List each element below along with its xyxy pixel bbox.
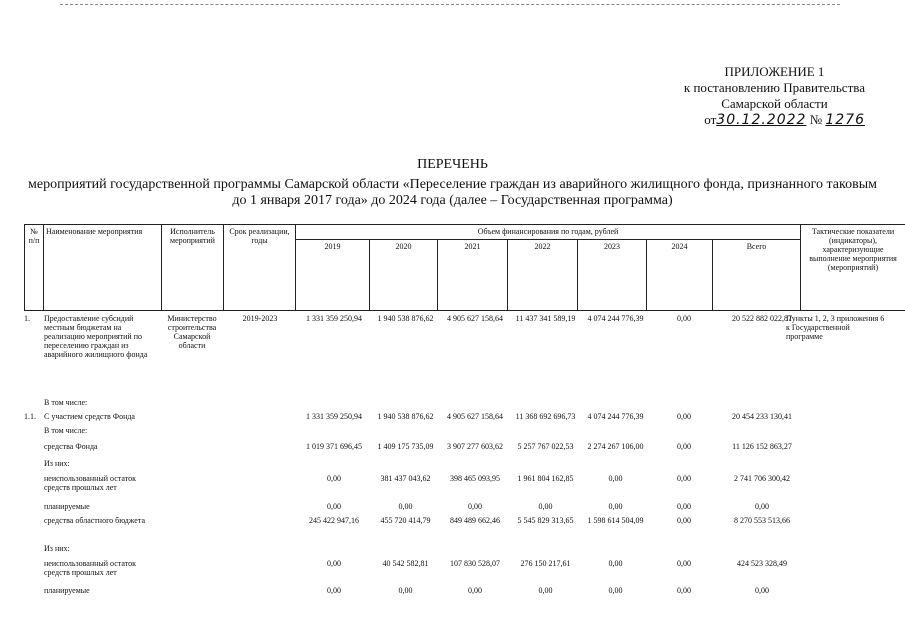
order-prefix: от bbox=[704, 112, 717, 127]
row-value-2020: 1 409 175 735,09 bbox=[377, 442, 434, 451]
header-total: Всего bbox=[713, 240, 801, 311]
row-name: Из них: bbox=[44, 544, 70, 553]
row-value-2024: 0,00 bbox=[677, 474, 691, 483]
header-period: Срок реализации, годы bbox=[224, 225, 296, 311]
row-value-total: 0,00 bbox=[755, 502, 769, 511]
row-value-2020: 455 720 414,79 bbox=[380, 516, 431, 525]
row-value-2022: 5 545 829 313,65 bbox=[517, 516, 574, 525]
row-value-2024: 0,00 bbox=[677, 502, 691, 511]
row-name: средства Фонда bbox=[44, 442, 98, 451]
row-value-2023: 0,00 bbox=[608, 502, 623, 511]
row-value-2023: 2 274 267 106,00 bbox=[587, 442, 644, 451]
row-value-2024: 0,00 bbox=[677, 314, 691, 323]
row-name: неиспользованный остаток средств прошлых лет bbox=[44, 474, 136, 492]
document-subtitle-line-1: мероприятий государственной программы Самарской области «Переселение граждан из аварийного жилищного фонда, признанного таковым bbox=[28, 177, 877, 192]
row-value-2020: 1 940 538 876,62 bbox=[377, 412, 434, 421]
appendix-line-2: к постановлению Правительства bbox=[683, 80, 865, 95]
row-value-2020: 381 437 043,62 bbox=[380, 474, 431, 483]
row-value-2022: 5 257 767 022,53 bbox=[517, 442, 574, 451]
row-name: Предоставление субсидий местным бюджетам на реализацию мероприятий по переселению граждан из аварийного жилищного фонда bbox=[44, 314, 148, 359]
row-value-2022: 0,00 bbox=[538, 502, 553, 511]
row-value-total: 424 523 328,49 bbox=[737, 559, 787, 568]
row-value-2023: 0,00 bbox=[608, 586, 623, 595]
document-subtitle-line-2: до 1 января 2017 года» до 2024 года (далее – Государственная программа) bbox=[232, 193, 673, 208]
order-line bbox=[684, 112, 865, 128]
row-value-2024: 0,00 bbox=[677, 586, 691, 595]
row-name: средства областного бюджета bbox=[44, 516, 145, 525]
row-value-2020: 0,00 bbox=[398, 586, 413, 595]
row-value-2019: 0,00 bbox=[327, 559, 341, 568]
row-value-2023: 0,00 bbox=[608, 559, 623, 568]
row-value-2023: 4 074 244 776,39 bbox=[587, 412, 644, 421]
row-value-2024: 0,00 bbox=[677, 412, 691, 421]
row-value-2024: 0,00 bbox=[677, 442, 691, 451]
header-name: Наименование мероприятия bbox=[44, 225, 162, 311]
row-executor: Министерство строительства Самарской области bbox=[167, 314, 217, 350]
row-value-2022: 11 368 692 696,73 bbox=[515, 412, 576, 421]
row-name: В том числе: bbox=[44, 398, 88, 407]
row-value-2019: 0,00 bbox=[327, 474, 341, 483]
order-date: 30.12.2022 bbox=[716, 112, 807, 128]
row-value-total: 2 741 706 300,42 bbox=[734, 474, 790, 483]
appendix-header bbox=[684, 64, 865, 128]
row-value-2022: 11 437 341 589,19 bbox=[515, 314, 576, 323]
row-value-2021: 0,00 bbox=[468, 502, 482, 511]
row-value-2024: 0,00 bbox=[677, 559, 691, 568]
header-funding: Объем финансирования по годам, рублей bbox=[296, 225, 801, 240]
row-value-total: 11 126 152 863,27 bbox=[732, 442, 792, 451]
header-num: № п/п bbox=[25, 225, 44, 311]
row-name: В том числе: bbox=[44, 426, 88, 435]
order-no-label: № bbox=[809, 112, 823, 127]
appendix-line-3: Самарской области bbox=[721, 96, 828, 111]
header-year-2021: 2021 bbox=[438, 240, 508, 311]
row-number: 1.1. bbox=[24, 412, 36, 421]
row-value-total: 0,00 bbox=[755, 586, 769, 595]
scan-artifact-top bbox=[60, 4, 840, 5]
row-value-2021: 0,00 bbox=[468, 586, 482, 595]
header-executor: Исполнитель мероприятий bbox=[162, 225, 224, 311]
header-year-2023: 2023 bbox=[578, 240, 647, 311]
row-value-2023: 4 074 244 776,39 bbox=[587, 314, 644, 323]
row-number: 1. bbox=[24, 314, 30, 323]
row-indicators: Пункты 1, 2, 3 приложения 6 к Государственной программе bbox=[786, 314, 885, 341]
row-value-2019: 1 019 371 696,45 bbox=[306, 442, 362, 451]
row-value-2019: 0,00 bbox=[327, 502, 341, 511]
row-value-2021: 849 489 662,46 bbox=[450, 516, 500, 525]
row-value-2019: 0,00 bbox=[327, 586, 341, 595]
row-name: планируемые bbox=[44, 586, 90, 595]
row-value-2022: 276 150 217,61 bbox=[520, 559, 571, 568]
row-name: С участием средств Фонда bbox=[44, 412, 135, 421]
measures-table bbox=[24, 224, 905, 311]
row-value-2023: 1 598 614 504,09 bbox=[587, 516, 644, 525]
row-value-2021: 4 905 627 158,64 bbox=[447, 412, 503, 421]
appendix-title: ПРИЛОЖЕНИЕ 1 bbox=[724, 64, 825, 79]
header-year-2024: 2024 bbox=[647, 240, 713, 311]
row-name: Из них: bbox=[44, 459, 70, 468]
row-value-2022: 1 961 804 162,85 bbox=[517, 474, 574, 483]
row-value-total: 8 270 553 513,66 bbox=[734, 516, 790, 525]
header-year-2022: 2022 bbox=[508, 240, 578, 311]
row-value-2024: 0,00 bbox=[677, 516, 691, 525]
document-title: ПЕРЕЧЕНЬ bbox=[417, 157, 488, 172]
header-year-2020: 2020 bbox=[370, 240, 438, 311]
header-indicators: Тактические показатели (индикаторы), характеризующие выполнение мероприятия (мероприятий) bbox=[801, 225, 905, 311]
row-value-2021: 398 465 093,95 bbox=[450, 474, 500, 483]
row-value-2023: 0,00 bbox=[608, 474, 623, 483]
row-value-2021: 107 830 528,07 bbox=[450, 559, 500, 568]
row-name: планируемые bbox=[44, 502, 90, 511]
row-name: неиспользованный остаток средств прошлых лет bbox=[44, 559, 136, 577]
row-period: 2019-2023 bbox=[242, 314, 278, 323]
row-value-2021: 4 905 627 158,64 bbox=[447, 314, 503, 323]
row-value-2020: 0,00 bbox=[398, 502, 413, 511]
row-value-2022: 0,00 bbox=[538, 586, 553, 595]
row-value-2019: 1 331 359 250,94 bbox=[306, 314, 362, 323]
row-value-2021: 3 907 277 603,62 bbox=[447, 442, 503, 451]
order-number: 1276 bbox=[825, 112, 865, 128]
header-year-2019: 2019 bbox=[296, 240, 370, 311]
row-value-2019: 245 422 947,16 bbox=[309, 516, 359, 525]
row-value-total: 20 454 233 130,41 bbox=[732, 412, 792, 421]
row-value-2020: 40 542 582,81 bbox=[382, 559, 429, 568]
row-value-2020: 1 940 538 876,62 bbox=[377, 314, 434, 323]
row-value-2019: 1 331 359 250,94 bbox=[306, 412, 362, 421]
row-value-total: 20 522 882 022,87 bbox=[732, 314, 792, 323]
